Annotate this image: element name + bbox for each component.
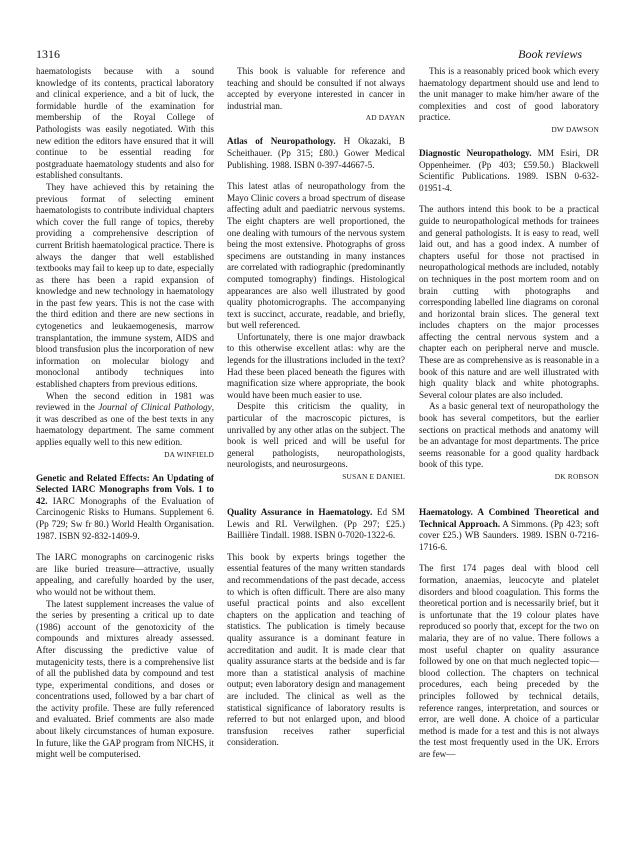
review-diagnostic-neuropathology [419, 148, 599, 481]
review-heading [227, 136, 405, 171]
review-paragraph: The first 174 pages deal with blood cell formation, anaemias, leucocyte and platelet disorders and blood coagulation. This forms the theoretical portion and is necessarily brief, but it is unfortunate that the 19 colour plates have reproduced so poorly that, except for the two on malaria, they are of no value. There follows a most useful chapter on quality assurance followed by one on that much neglected topic—blood collection. The chapters on technical procedures, each being preceded by the principles followed by technical details, reference ranges, interpretation, and sources or error, are well done. A choice of a particular method is made for a test and this is not always the test most frequently used in the UK. Errors are few— [419, 563, 599, 759]
page-number: 1316 [36, 47, 60, 61]
column-right [419, 66, 599, 760]
reviewer-signature: AD DAYAN [365, 113, 405, 123]
section-title: Book reviews [518, 47, 582, 61]
review-continued-haematology [36, 66, 214, 459]
review-paragraph-text: When the second edition in 1981 was reviewed in the [36, 390, 214, 413]
review-paragraph: This book is valuable for reference and teaching and should be consulted if not always accepted by everyone interested in cancer in industrial man. [227, 66, 405, 111]
journal-name: Journal of Clinical Pathology [98, 402, 212, 413]
book-details: A Simmons. (Pp 423; soft cover £25.) WB Saunders. 1989. ISBN 0-7216-1716-6. [419, 518, 599, 552]
review-paragraph: The latest supplement increases the value of the series by presenting a critical up to date (1986) account of the genotoxicity of the compounds and mixtures already assessed. After discussing the predictive value of mutagenicity tests, there is a comprehensive list of all the published data by compound and test type, experimental conditions, and doses or concentrations used, followed by a bar chart of the activity profile. These are fully referenced and evaluated. Brief comments are also made about likely circumstances of human exposure. In future, like the GAP program from NICHS, it might well be computerised. [36, 598, 214, 760]
book-details: H Okazaki, B Scheithauer. (Pp 315; £80.) Gower Medical Publishing. 1988. ISBN 0-397-44667-5. [227, 136, 405, 170]
review-paragraph: This is a reasonably priced book which every haematology department should use and lend to the unit manager to make him/her aware of the complexities and cost of good laboratory practice. [419, 66, 599, 123]
reviewer-signature: DA WINFIELD [164, 449, 214, 459]
review-paragraph: This latest atlas of neuropathology from the Mayo Clinic covers a broad spectrum of disease affecting adult and paediatric nervous systems. The eight chapters are well proportioned, the one dealing with tumours of the nervous system being the most extensive. Photographs of gross specimens are outstanding in many instances are correlated with radiographic (predominantly computed tomography) findings. Histological appearances are also well illustrated by good quality photomicrographs. The accompanying text is succinct, accurate, readable, and briefly, but well referenced. [227, 181, 405, 331]
review-paragraph: Despite this criticism the quality, in particular of the macroscopic pictures, is unrivalled by any other atlas on the subject. The book is well priced and will be useful for general pathologists, neuropathologists, neurologists, and neurosurgeons. [227, 401, 405, 470]
book-title: Atlas of Neuropathology. [227, 136, 336, 147]
review-quality-assurance [227, 507, 405, 749]
reviewer-signature: SUSAN E DANIEL [342, 472, 405, 481]
review-atlas-neuropathology [227, 136, 405, 481]
reviewer-signature: DK ROBSON [554, 472, 599, 481]
book-title: Diagnostic Neuropathology. [419, 147, 532, 158]
review-paragraph: This book by experts brings together the essential features of the many written standards and recommendations of the past decade, access to which is often difficult. There are also many useful practical points and also excellent chapters on the application and teaching of statistics. The publication is timely because quality assurance is a dominant feature in accreditation and audit. It is made clear that quality assurance starts at the bedside and is far more than a statistical analysis of machine output; even laboratory design and management are included. The clinical as well as the statistical significance of laboratory results is referred to but not enlarged upon, and blood transfusion receives rather superficial consideration. [227, 551, 405, 748]
column-left [36, 66, 214, 761]
review-heading [36, 473, 214, 543]
book-details: IARC Monographs of the Evaluation of Carcinogenic Risks to Humans. Supplement 6. (Pp 729; Sw fr 80.) World Health Organisation. 1987. ISBN 92-832-1409-9. [36, 495, 214, 541]
book-title: Genetic and Related Effects: An Updating of Selected IARC Monographs from Vols. 1 to 42. [36, 472, 214, 506]
book-title: Quality Assurance in Haematology. [227, 507, 373, 517]
book-title: Haematology. A Combined Theoretical and Technical Approach. [419, 507, 599, 529]
review-paragraph: haematologists because with a sound knowledge of its contents, practical laboratory and clinical experience, and a bit of luck, the formidable hurdle of the examination for membership of the Royal College of Pathologists was easily negotiated. With this new edition the editors have ensured that it will continue to be essential reading for postgraduate haematology students and also for established consultants. [36, 66, 214, 181]
review-paragraph: The IARC monographs on carcinogenic risks are like buried treasure—attractive, usually appealing, and carefully hoarded by the user, who would not be without them. [36, 552, 214, 597]
review-paragraph: Unfortunately, there is one major drawback to this otherwise excellent atlas: why are the legends for the illustrations included in the text? Had these been placed beneath the figures with magnification size where appropriate, the book would have been much easier to use. [227, 331, 405, 400]
review-paragraph: As a basic general text of neuropathology the book has several competitors, but the earlier sections on practical methods and anatomy will be an advantage for most departments. The price seems reasonable for a good quality hardback book of this type. [419, 401, 599, 470]
review-heading [419, 148, 599, 194]
review-continued-lab-practice [419, 66, 599, 134]
review-continued-cancer [227, 66, 405, 122]
review-paragraph: They have achieved this by retaining the previous format of selecting eminent haematologists to contribute individual chapters which cover the full range of topics, thereby providing a comprehensive description of current British haematological practice. There is always the danger that well established textbooks may fail to keep up to date, especially as there has been a rapid expansion of knowledge and new technology in haematology in the past few years. This is not the case with the third edition and there are new sections in cytogenetics and leukaemogenesis, marrow transplantation, the immune system, AIDS and blood transfusion plus the incorporation of new information on molecular biology and monoclonal antibody techniques into established chapters from previous editions. [36, 181, 214, 390]
review-paragraph: The authors intend this book to be a practical guide to neuropathological methods for trainees and general pathologists. It is easy to read, well laid out, and has a good index. A number of chapters useful for those not practised in neuropathological methods are included, notably on techniques in the post mortem room and on brain cutting with photographs and corresponding labelled line diagrams on coronal and horizontal brain slices. The general text includes chapters on the major processes affecting the central nervous system and a chapter each on peripheral nerve and muscle. These are as comprehensive as is reasonable in a book of this nature and are well illustrated with high quality black and white photographs. Several colour plates are also included. [419, 204, 599, 400]
column-middle [227, 66, 405, 749]
review-haematology-combined [419, 507, 599, 760]
review-heading [227, 507, 405, 542]
reviewer-signature: DW DAWSON [551, 124, 599, 134]
review-genetic-effects [36, 473, 214, 761]
review-paragraph-text: , it was described as one of the best texts in any haematology department. The same comment applies equally well to this new edition. [36, 402, 214, 447]
book-details: MM Esiri, DR Oppenheimer. (Pp 403; £59.50.) Blackwell Scientific Publications. 1989. ISBN 0-632-01951-4. [419, 147, 600, 193]
review-heading [419, 507, 599, 553]
review-paragraph [36, 391, 214, 449]
book-details: Ed SM Lewis and RL Verwilghen. (Pp 297; £25.) Baillière Tindall. 1988. ISBN 0-7020-1322-6. [227, 507, 406, 541]
